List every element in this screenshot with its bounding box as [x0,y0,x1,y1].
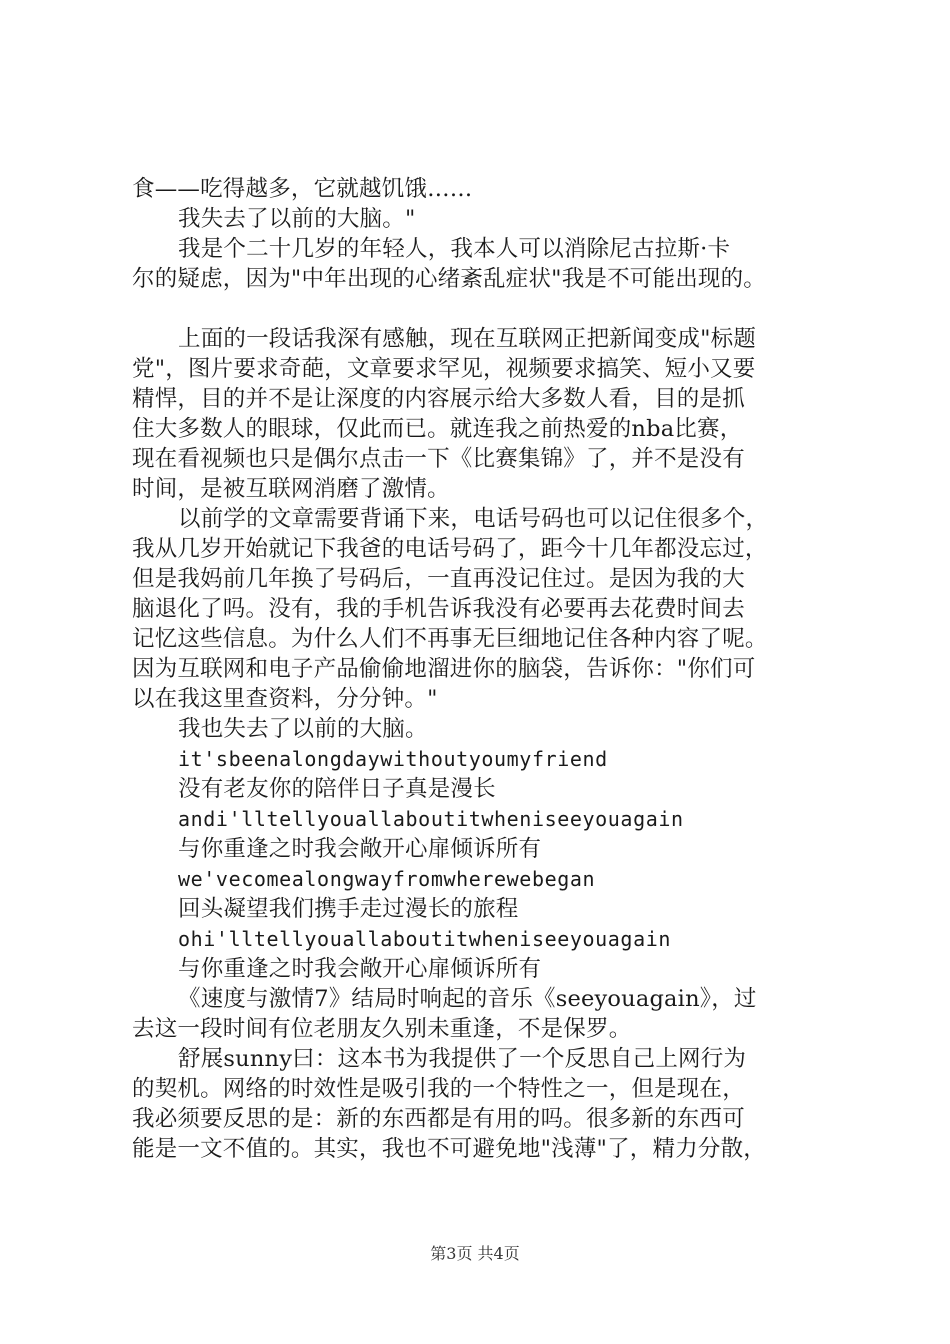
text-line: 食——吃得越多，它就越饥饿…… [132,176,473,202]
text-line: 记忆这些信息。为什么人们不再事无巨细地记住各种内容了呢。 [132,626,768,652]
lyric-line-chinese: 回头凝望我们携手走过漫长的旅程 [178,896,519,922]
text-line: 以在我这里查资料，分分钟。" [132,686,438,712]
text-line: 脑退化了吗。没有，我的手机告诉我没有必要再去花费时间去 [132,596,745,622]
lyric-line-english: it'sbeenalongdaywithoutyoumyfriend [178,747,608,771]
text-line: 去这一段时间有位老朋友久别未重逢，不是保罗。 [132,1016,632,1042]
paragraph-gap [132,294,852,324]
text-line: 能是一文不值的。其实，我也不可避免地"浅薄"了，精力分散， [132,1136,766,1162]
lyric-line-chinese: 与你重逢之时我会敞开心扉倾诉所有 [178,956,542,982]
page-number: 第3页 共4页 [430,1244,520,1263]
lyric-line-english: andi'lltellyouallaboutitwheniseeyouagain [178,807,684,831]
text-line: 因为互联网和电子产品偷偷地溜进你的脑袋，告诉你："你们可 [132,656,756,682]
text-line: 我是个二十几岁的年轻人，我本人可以消除尼古拉斯·卡 [178,236,731,262]
text-line: 我失去了以前的大脑。" [178,206,416,232]
lyric-line-english: ohi'lltellyouallaboutitwheniseeyouagain [178,927,671,951]
text-line: 现在看视频也只是偶尔点击一下《比赛集锦》了，并不是没有 [132,446,745,472]
text-line: 但是我妈前几年换了号码后，一直再没记住过。是因为我的大 [132,566,745,592]
lyric-line-chinese: 没有老友你的陪伴日子真是漫长 [178,776,496,802]
text-line: 住大多数人的眼球，仅此而已。就连我之前热爱的nba比赛， [132,416,743,442]
text-line: 上面的一段话我深有感触，现在互联网正把新闻变成"标题 [178,326,757,352]
text-line: 党"，图片要求奇葩，文章要求罕见，视频要求搞笑、短小又要 [132,356,756,382]
lyric-line-chinese: 与你重逢之时我会敞开心扉倾诉所有 [178,836,542,862]
text-line: 时间，是被互联网消磨了激情。 [132,476,450,502]
text-line: 尔的疑虑，因为"中年出现的心绪紊乱症状"我是不可能出现的。 [132,266,766,292]
text-line: 我必须要反思的是：新的东西都是有用的吗。很多新的东西可 [132,1106,745,1132]
text-line: 我从几岁开始就记下我爸的电话号码了，距今十几年都没忘过， [132,536,768,562]
lyric-line-english: we'vecomealongwayfromwherewebegan [178,867,596,891]
text-line: 的契机。网络的时效性是吸引我的一个特性之一，但是现在， [132,1076,745,1102]
text-line: 以前学的文章需要背诵下来，电话号码也可以记住很多个， [178,506,769,532]
document-body [132,174,852,1164]
text-line: 精悍，目的并不是让深度的内容展示给大多数人看，目的是抓 [132,386,745,412]
text-line: 我也失去了以前的大脑。 [178,716,428,742]
text-line: 舒展sunny曰：这本书为我提供了一个反思自己上网行为 [178,1046,747,1072]
text-line: 《速度与激情7》结局时响起的音乐《seeyouagain》，过 [178,986,757,1012]
